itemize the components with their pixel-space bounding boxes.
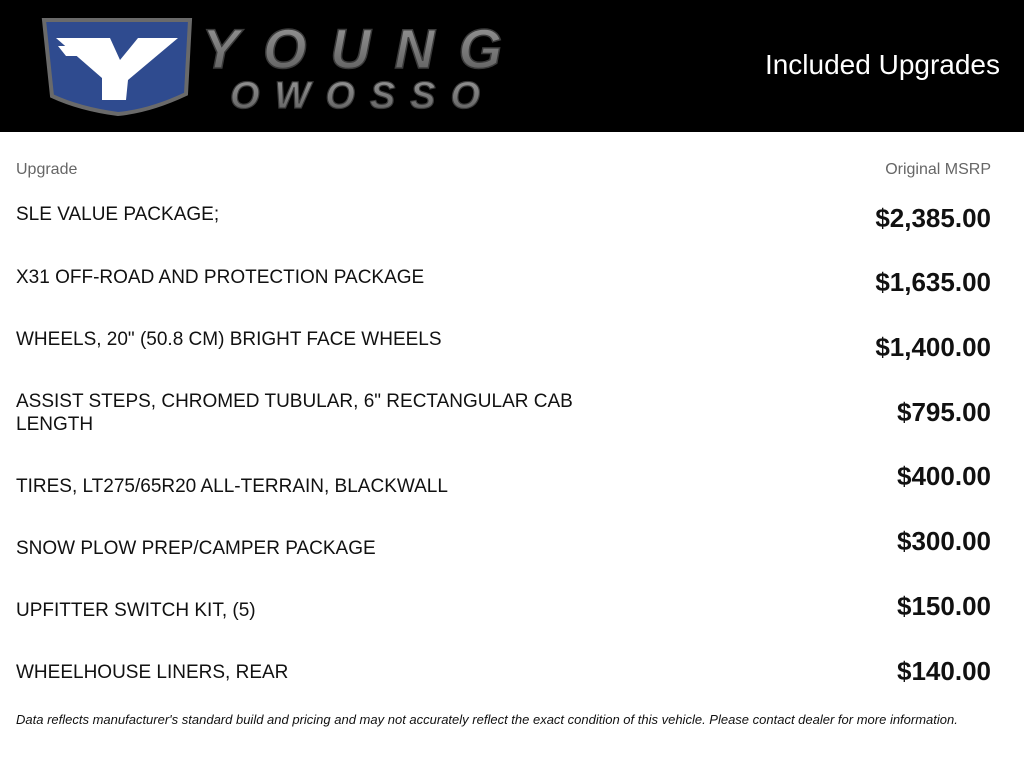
page-title: Included Upgrades xyxy=(764,49,1000,80)
upgrade-price: $1,400.00 xyxy=(875,332,991,362)
column-header-upgrade: Upgrade xyxy=(16,161,78,178)
upgrade-name: WHEELS, 20" (50.8 CM) BRIGHT FACE WHEELS xyxy=(16,329,442,350)
upgrade-name: ASSIST STEPS, CHROMED TUBULAR, 6" RECTANGULAR CAB LENGTH xyxy=(16,391,573,435)
upgrade-name: WHEELHOUSE LINERS, REAR xyxy=(16,662,289,683)
upgrade-name: TIRES, LT275/65R20 ALL-TERRAIN, BLACKWALL xyxy=(16,476,448,497)
logo-subname: OWOSSO xyxy=(230,75,480,117)
upgrade-name: X31 OFF-ROAD AND PROTECTION PACKAGE xyxy=(16,267,425,288)
upgrade-price: $1,635.00 xyxy=(875,267,991,297)
disclaimer-text: Data reflects manufacturer's standard build and pricing and may not accurately reflect the exact condition of this vehicle. Please contact dealer for more information. xyxy=(16,712,958,727)
dealer-logo xyxy=(40,16,510,118)
upgrade-name: UPFITTER SWITCH KIT, (5) xyxy=(16,600,256,621)
page-header xyxy=(0,0,1024,132)
upgrade-price: $2,385.00 xyxy=(875,203,991,233)
upgrade-price: $400.00 xyxy=(897,461,991,491)
upgrade-price: $150.00 xyxy=(897,591,991,621)
upgrade-price: $140.00 xyxy=(897,656,991,686)
upgrade-name: SNOW PLOW PREP/CAMPER PACKAGE xyxy=(16,538,376,559)
upgrade-name: SLE VALUE PACKAGE; xyxy=(16,204,220,225)
logo-name: YOUNG xyxy=(202,17,502,80)
column-header-msrp: Original MSRP xyxy=(885,161,991,178)
upgrade-price: $795.00 xyxy=(897,397,991,427)
upgrade-price: $300.00 xyxy=(897,526,991,556)
